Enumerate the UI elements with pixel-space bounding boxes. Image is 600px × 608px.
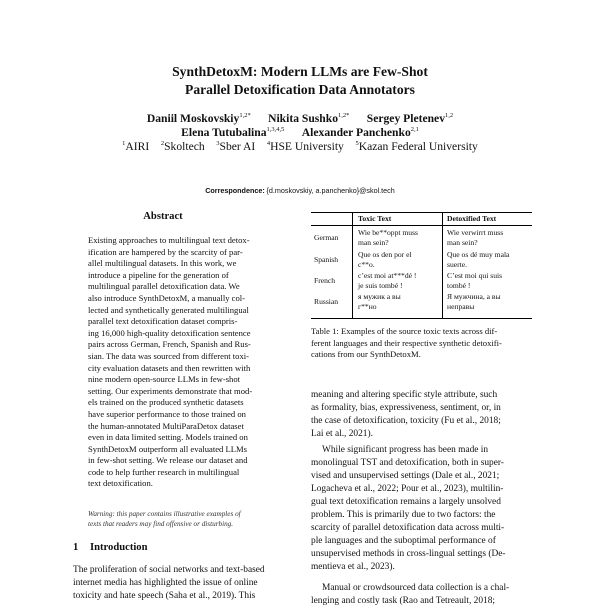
text-line: as formality, bias, expressiveness, sentiment, or, in — [311, 403, 501, 413]
table-header-toxic: Toxic Text — [358, 214, 392, 223]
abstract-heading: Abstract — [143, 211, 183, 222]
text-line: sian. The data was sourced from different toxi- — [88, 350, 250, 361]
text-line: parallel text detoxification dataset compris- — [88, 316, 238, 327]
correspondence — [60, 186, 540, 195]
table-language-cell: Russian — [314, 297, 339, 306]
table-detox-cell: tombé ! — [447, 280, 471, 290]
text-line: setting. Our experiments demonstrate that mod- — [88, 385, 253, 396]
text-line: meaning and altering specific style attribute, such — [311, 390, 498, 400]
section-number: 1 — [73, 542, 79, 553]
table-detox-cell: man sein? — [447, 237, 478, 247]
table-bottom-rule — [311, 318, 532, 319]
section-heading-introduction — [73, 542, 148, 553]
author-name: Sergey Pletenev — [366, 111, 445, 125]
correspondence-emails[interactable]: {d.moskovskiy, a.panchenko}@skol.tech — [266, 186, 395, 195]
affiliation-name: AIRI — [125, 139, 150, 153]
affiliation-num: 1 — [122, 140, 126, 147]
table-toxic-cell: c’est moi at***dé ! — [358, 271, 417, 280]
table-toxic-cell: я мужик а вы — [358, 292, 401, 301]
text-line: Warning: this paper contains illustrative examples of — [88, 510, 241, 518]
text-line: even in data limited setting. Models trained on — [88, 432, 248, 443]
table-detox-cell: suerte. — [447, 259, 468, 269]
right-column-paragraph-1 — [311, 389, 537, 441]
author-sup: 2,1 — [410, 126, 419, 133]
text-line: texts that readers may find offensive or disturbing. — [88, 520, 234, 528]
table-detox-cell: Я мужчина, а вы — [447, 292, 501, 301]
text-line: nine modern open-source LLMs in few-shot — [88, 374, 241, 385]
table-detox-cell: C’est moi qui suis — [447, 271, 503, 280]
text-line: Logacheva et al., 2022; Pour et al., 2023), multilin- — [311, 484, 504, 494]
right-column-paragraph-3 — [311, 582, 537, 608]
affiliation-name: HSE University — [270, 139, 344, 153]
text-line: introduce a pipeline for the generation of — [88, 269, 229, 280]
text-line: code to help further research in multilingual — [88, 466, 240, 477]
text-line: SynthDetoxM outperform all evaluated LLMs — [88, 443, 247, 454]
text-line: multilingual parallel detoxification data. We — [88, 281, 240, 292]
text-line: els trained on the produced synthetic datasets — [88, 397, 244, 408]
text-line: the human-annotated MultiParaDetox dataset — [88, 420, 244, 431]
table-toxic-cell: г**но — [358, 301, 377, 311]
right-column-paragraph-2 — [311, 444, 537, 574]
affiliation-num: 3 — [216, 140, 220, 147]
table-column-divider — [352, 212, 353, 318]
table-toxic-cell: Wie be**oppt muss — [358, 228, 419, 237]
affiliation-num: 4 — [266, 140, 271, 147]
text-line: While significant progress has been made in — [322, 445, 489, 455]
table-toxic-cell: c**o. — [358, 259, 375, 269]
section-title: Introduction — [90, 542, 148, 553]
text-line: toxicity and hate speech (Saha et al., 2019). This — [73, 591, 256, 601]
correspondence-label: Correspondence: — [205, 186, 265, 195]
text-line: city evaluation datasets and then rewritten with — [88, 362, 251, 373]
affiliation-name: Sber AI — [219, 139, 256, 153]
table-detox-cell: Que os dé muy mala — [447, 250, 510, 259]
text-line: monolingual TST and detoxification, both in super- — [311, 458, 504, 468]
text-line: pairs across German, French, Spanish and Rus- — [88, 339, 251, 350]
text-line: problem. This is primarily due to two factors: the — [311, 510, 496, 520]
author-sup: 1,2* — [239, 112, 251, 119]
text-line: text detoxification. — [88, 478, 153, 489]
text-line: vised and unsupervised settings (Dale et al., 2021; — [311, 471, 500, 481]
text-line: unsupervised methods in cross-lingual settings (De- — [311, 549, 506, 559]
table-top-rule — [311, 212, 532, 213]
content-warning — [88, 509, 248, 529]
text-line: gual text detoxification remains a largely unsolved — [311, 497, 501, 507]
affiliation-name: Skoltech — [164, 139, 205, 153]
table-language-cell: French — [314, 276, 336, 285]
text-line: allel multilingual datasets. In this work, we — [88, 258, 237, 269]
table-header-rule — [311, 225, 532, 226]
author-sup: 1,3,4,5 — [266, 126, 285, 133]
text-line: ing 16,000 high-quality detoxification sentence — [88, 327, 251, 338]
affiliation-num: 2 — [160, 140, 165, 147]
author-sup: 1,2 — [445, 112, 454, 119]
table-caption — [311, 326, 537, 361]
table-toxic-cell: Que os den por el — [358, 250, 412, 259]
text-line: have superior performance to those trained on — [88, 408, 246, 419]
text-line: ification are hampered by the scarcity of par- — [88, 246, 243, 257]
affiliations-line — [60, 136, 540, 154]
author-name: Nikita Sushko — [268, 111, 338, 125]
text-line: The proliferation of social networks and text-based — [73, 565, 265, 575]
affiliation-name: Kazan Federal University — [358, 139, 478, 153]
text-line: ple languages and the suboptimal performance of — [311, 536, 496, 546]
text-line: mentieva et al., 2023). — [311, 562, 395, 572]
text-line: internet media has highlighted the issue of online — [73, 578, 258, 588]
text-line: Lai et al., 2021). — [311, 429, 373, 439]
table-column-divider — [442, 212, 443, 318]
author-name: Alexander Panchenko — [301, 125, 411, 139]
table-toxic-cell: man sein? — [358, 237, 389, 247]
text-line: lected and synthetically generated multilingual — [88, 304, 249, 315]
text-line: lenging and costly task (Rao and Tetreault, 2018; — [311, 596, 496, 606]
text-line: ferent languages and their respective synthetic detoxifi- — [311, 337, 502, 348]
author-name: Elena Tutubalina — [181, 125, 267, 139]
paper-title-line-2: Parallel Detoxification Data Annotators — [185, 82, 415, 97]
table-detox-cell: Wie verwirrt muss — [447, 228, 504, 237]
affiliation-num: 5 — [355, 140, 359, 147]
table-toxic-cell: je suis tombé ! — [358, 280, 403, 290]
text-line: Existing approaches to multilingual text detox- — [88, 235, 250, 245]
text-line: Table 1: Examples of the source toxic texts across dif- — [311, 326, 498, 336]
text-line: Manual or crowdsourced data collection is a chal- — [322, 583, 510, 593]
table-language-cell: German — [314, 233, 339, 242]
text-line: scarcity of parallel detoxification data across multi- — [311, 523, 505, 533]
introduction-body — [73, 564, 295, 603]
text-line: in few-shot setting. We release our dataset and — [88, 455, 248, 466]
text-line: cations from our SynthDetoxM. — [311, 349, 421, 360]
table-header-detoxified: Detoxified Text — [447, 214, 497, 223]
text-line: the case of detoxification, toxicity (Fu et al., 2018; — [311, 416, 501, 426]
text-line: also introduce SynthDetoxM, a manually col- — [88, 292, 246, 303]
abstract-body — [88, 235, 253, 490]
author-sup: 1,2* — [338, 112, 350, 119]
paper-title-line-1: SynthDetoxM: Modern LLMs are Few-Shot — [172, 64, 428, 79]
table-language-cell: Spanish — [314, 255, 339, 264]
table-detox-cell: неправы — [447, 301, 475, 311]
author-name: Daniil Moskovskiy — [146, 111, 240, 125]
